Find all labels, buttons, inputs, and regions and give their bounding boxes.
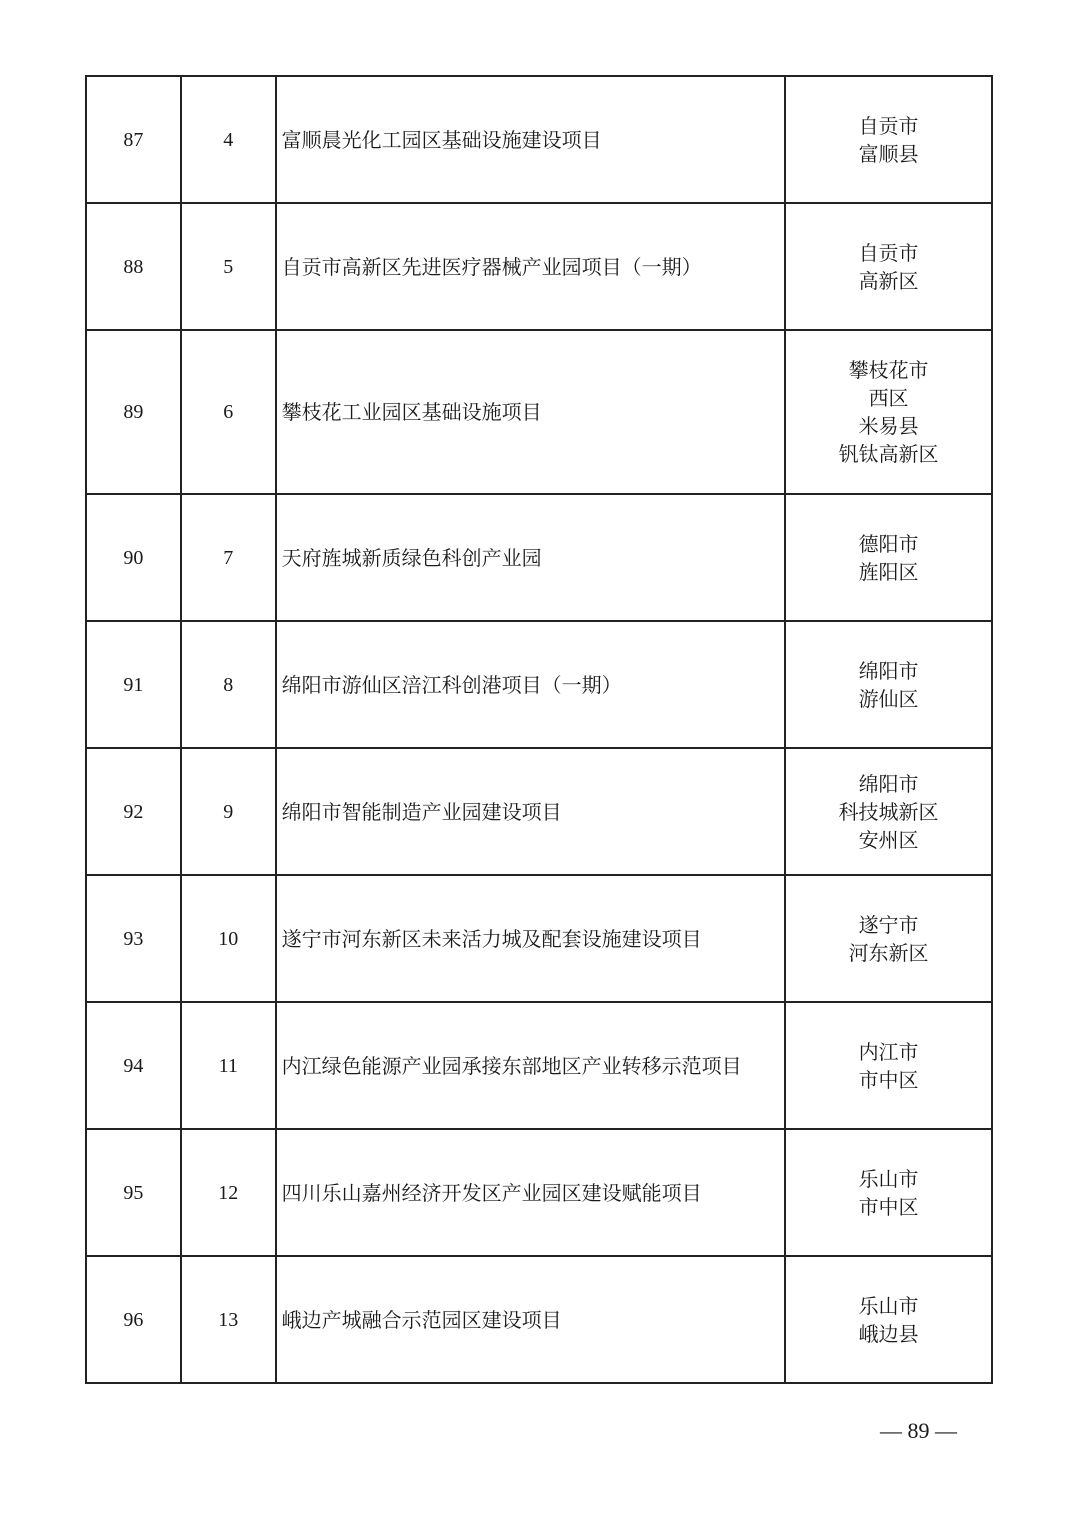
sub-seq-cell: 7	[181, 494, 276, 621]
project-name-cell: 绵阳市游仙区涪江科创港项目（一期）	[276, 621, 785, 748]
page-number: — 89 —	[880, 1418, 957, 1443]
region-line: 市中区	[858, 1194, 919, 1219]
region-cell	[785, 621, 992, 748]
region-line: 米易县	[858, 414, 919, 438]
region-line: 西区	[868, 386, 909, 410]
table-row	[86, 748, 992, 875]
region-line: 攀枝花市	[848, 358, 929, 382]
project-name-cell: 天府旌城新质绿色科创产业园	[276, 494, 785, 621]
project-name-cell: 峨边产城融合示范园区建设项目	[276, 1256, 785, 1383]
sub-seq-cell: 5	[181, 203, 276, 330]
project-name-cell: 绵阳市智能制造产业园建设项目	[276, 748, 785, 875]
seq-cell: 96	[86, 1256, 181, 1383]
seq-cell: 92	[86, 748, 181, 875]
region-line: 德阳市	[858, 531, 919, 556]
region-cell	[785, 1129, 992, 1256]
region-line: 自贡市	[858, 113, 919, 138]
seq-cell: 88	[86, 203, 181, 330]
region-line: 高新区	[858, 268, 919, 293]
sub-seq-cell: 9	[181, 748, 276, 875]
region-line: 安州区	[858, 827, 919, 852]
table-row	[86, 875, 992, 1002]
region-line: 内江市	[858, 1039, 919, 1064]
region-cell	[785, 1256, 992, 1383]
table-row	[86, 1129, 992, 1256]
seq-cell: 95	[86, 1129, 181, 1256]
sub-seq-cell: 4	[181, 76, 276, 203]
region-cell	[785, 76, 992, 203]
sub-seq-cell: 11	[181, 1002, 276, 1129]
region-line: 自贡市	[858, 240, 919, 265]
project-name-cell: 内江绿色能源产业园承接东部地区产业转移示范项目	[276, 1002, 785, 1129]
table-row	[86, 76, 992, 203]
seq-cell: 94	[86, 1002, 181, 1129]
region-line: 绵阳市	[858, 771, 919, 796]
region-cell	[785, 330, 992, 494]
seq-cell: 91	[86, 621, 181, 748]
region-line: 遂宁市	[858, 912, 919, 937]
sub-seq-cell: 12	[181, 1129, 276, 1256]
region-line: 乐山市	[858, 1293, 919, 1318]
project-table	[85, 75, 993, 1384]
project-name-cell: 四川乐山嘉州经济开发区产业园区建设赋能项目	[276, 1129, 785, 1256]
table-row	[86, 621, 992, 748]
table-row	[86, 494, 992, 621]
sub-seq-cell: 10	[181, 875, 276, 1002]
region-cell	[785, 1002, 992, 1129]
region-line: 绵阳市	[858, 658, 919, 683]
project-name-cell: 遂宁市河东新区未来活力城及配套设施建设项目	[276, 875, 785, 1002]
seq-cell: 90	[86, 494, 181, 621]
project-name-cell: 富顺晨光化工园区基础设施建设项目	[276, 76, 785, 203]
region-line: 市中区	[858, 1067, 919, 1092]
project-name-cell: 攀枝花工业园区基础设施项目	[276, 330, 785, 494]
project-name-cell: 自贡市高新区先进医疗器械产业园项目（一期）	[276, 203, 785, 330]
table-row	[86, 1002, 992, 1129]
table-row	[86, 1256, 992, 1383]
sub-seq-cell: 6	[181, 330, 276, 494]
region-cell	[785, 875, 992, 1002]
region-cell	[785, 203, 992, 330]
region-cell	[785, 494, 992, 621]
region-cell	[785, 748, 992, 875]
seq-cell: 89	[86, 330, 181, 494]
sub-seq-cell: 13	[181, 1256, 276, 1383]
region-line: 旌阳区	[858, 559, 919, 584]
region-line: 峨边县	[858, 1321, 919, 1346]
sub-seq-cell: 8	[181, 621, 276, 748]
region-line: 游仙区	[858, 686, 919, 711]
region-line: 钒钛高新区	[838, 442, 939, 466]
region-line: 科技城新区	[838, 799, 939, 824]
table-row	[86, 330, 992, 494]
region-line: 乐山市	[858, 1166, 919, 1191]
table-row	[86, 203, 992, 330]
seq-cell: 93	[86, 875, 181, 1002]
seq-cell: 87	[86, 76, 181, 203]
region-line: 河东新区	[848, 940, 929, 965]
region-line: 富顺县	[858, 141, 919, 166]
